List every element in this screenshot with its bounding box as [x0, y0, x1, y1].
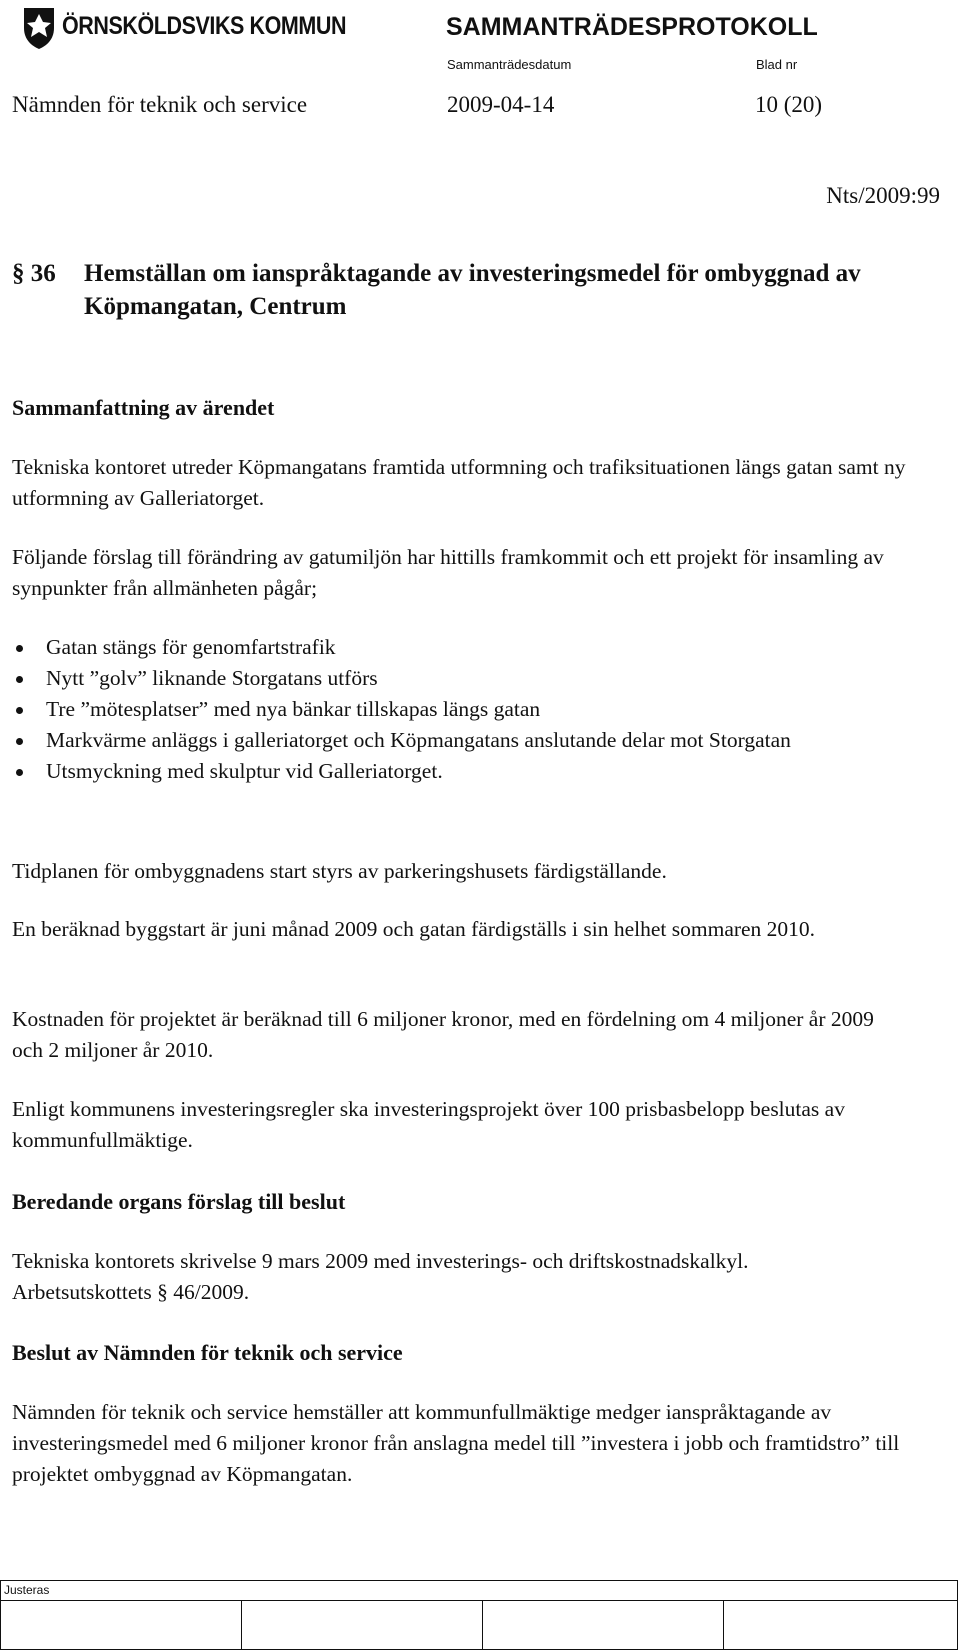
- summary-paragraph-6: Enligt kommunens investeringsregler ska investeringsprojekt över 100 prisbasbelopp beslutas av kommunfullmäktige.: [12, 1097, 845, 1152]
- case-number: Nts/2009:99: [826, 183, 940, 208]
- section-number: § 36: [12, 260, 56, 287]
- summary-paragraph-4: En beräknad byggstart är juni månad 2009 och gatan färdigställs i sin helhet sommaren 2010.: [12, 917, 816, 941]
- organization-name: ÖRNSKÖLDSVIKS KOMMUN: [62, 12, 347, 40]
- list-item: Markvärme anläggs i galleriatorget och Köpmangatans anslutande delar mot Storgatan: [12, 725, 912, 756]
- signature-cell: [1, 1601, 242, 1650]
- signature-table: [0, 1580, 958, 1650]
- proposal-line-2: Arbetsutskottets § 46/2009.: [12, 1280, 250, 1304]
- proposal-bullet-list: [12, 632, 912, 787]
- summary-paragraph-3: Tidplanen för ombyggnadens start styrs av parkeringshusets färdigställande.: [12, 859, 667, 883]
- signature-cell: [483, 1601, 724, 1650]
- summary-paragraph-2: Följande förslag till förändring av gatumiljön har hittills framkommit och ett projekt för insamling av synpunkter från allmänheten pågår;: [12, 545, 884, 600]
- list-item: Nytt ”golv” liknande Storgatans utförs: [12, 663, 912, 694]
- page-label: Blad nr: [756, 57, 798, 72]
- page-number: 10 (20): [755, 92, 823, 117]
- justeras-label-cell: [1, 1581, 958, 1601]
- document-type: SAMMANTRÄDESPROTOKOLL: [446, 13, 818, 41]
- proposal-line-1: Tekniska kontorets skrivelse 9 mars 2009 med investerings- och driftskostnadskalkyl.: [12, 1249, 749, 1273]
- signature-cell: [724, 1601, 958, 1650]
- section-title: [12, 257, 942, 323]
- proposal-heading: Beredande organs förslag till beslut: [12, 1189, 346, 1214]
- decision-heading: Beslut av Nämnden för teknik och service: [12, 1340, 403, 1365]
- section-title-text: Hemställan om ianspråktagande av investeringsmedel för ombyggnad av Köpmangatan, Centrum: [84, 260, 861, 320]
- summary-paragraph-5: Kostnaden för projektet är beräknad till 6 miljoner kronor, med en fördelning om 4 miljoner år 2009 och 2 miljoner år 2010.: [12, 1007, 874, 1062]
- list-item: Utsmyckning med skulptur vid Galleriatorget.: [12, 756, 912, 787]
- summary-heading: Sammanfattning av ärendet: [12, 395, 275, 420]
- meeting-date: 2009-04-14: [447, 92, 555, 117]
- summary-paragraph-1: Tekniska kontoret utreder Köpmangatans framtida utformning och trafiksituationen längs gatan samt ny utformning av Galleriatorget.: [12, 455, 906, 510]
- committee-name: Nämnden för teknik och service: [12, 92, 308, 117]
- justeras-label: Justeras: [4, 1583, 50, 1597]
- decision-text: Nämnden för teknik och service hemställer att kommunfullmäktige medger ianspråktagande av investeringsmedel med 6 miljoner kronor från anslagna medel till ”investera i jobb och framtidstro” till projektet ombyggnad av Köpmangatan.: [12, 1400, 900, 1486]
- municipality-crest-logo: [22, 6, 56, 50]
- list-item: Gatan stängs för genomfartstrafik: [12, 632, 912, 663]
- list-item: Tre ”mötesplatser” med nya bänkar tillskapas längs gatan: [12, 694, 912, 725]
- date-label: Sammanträdesdatum: [447, 57, 572, 72]
- signature-cell: [242, 1601, 483, 1650]
